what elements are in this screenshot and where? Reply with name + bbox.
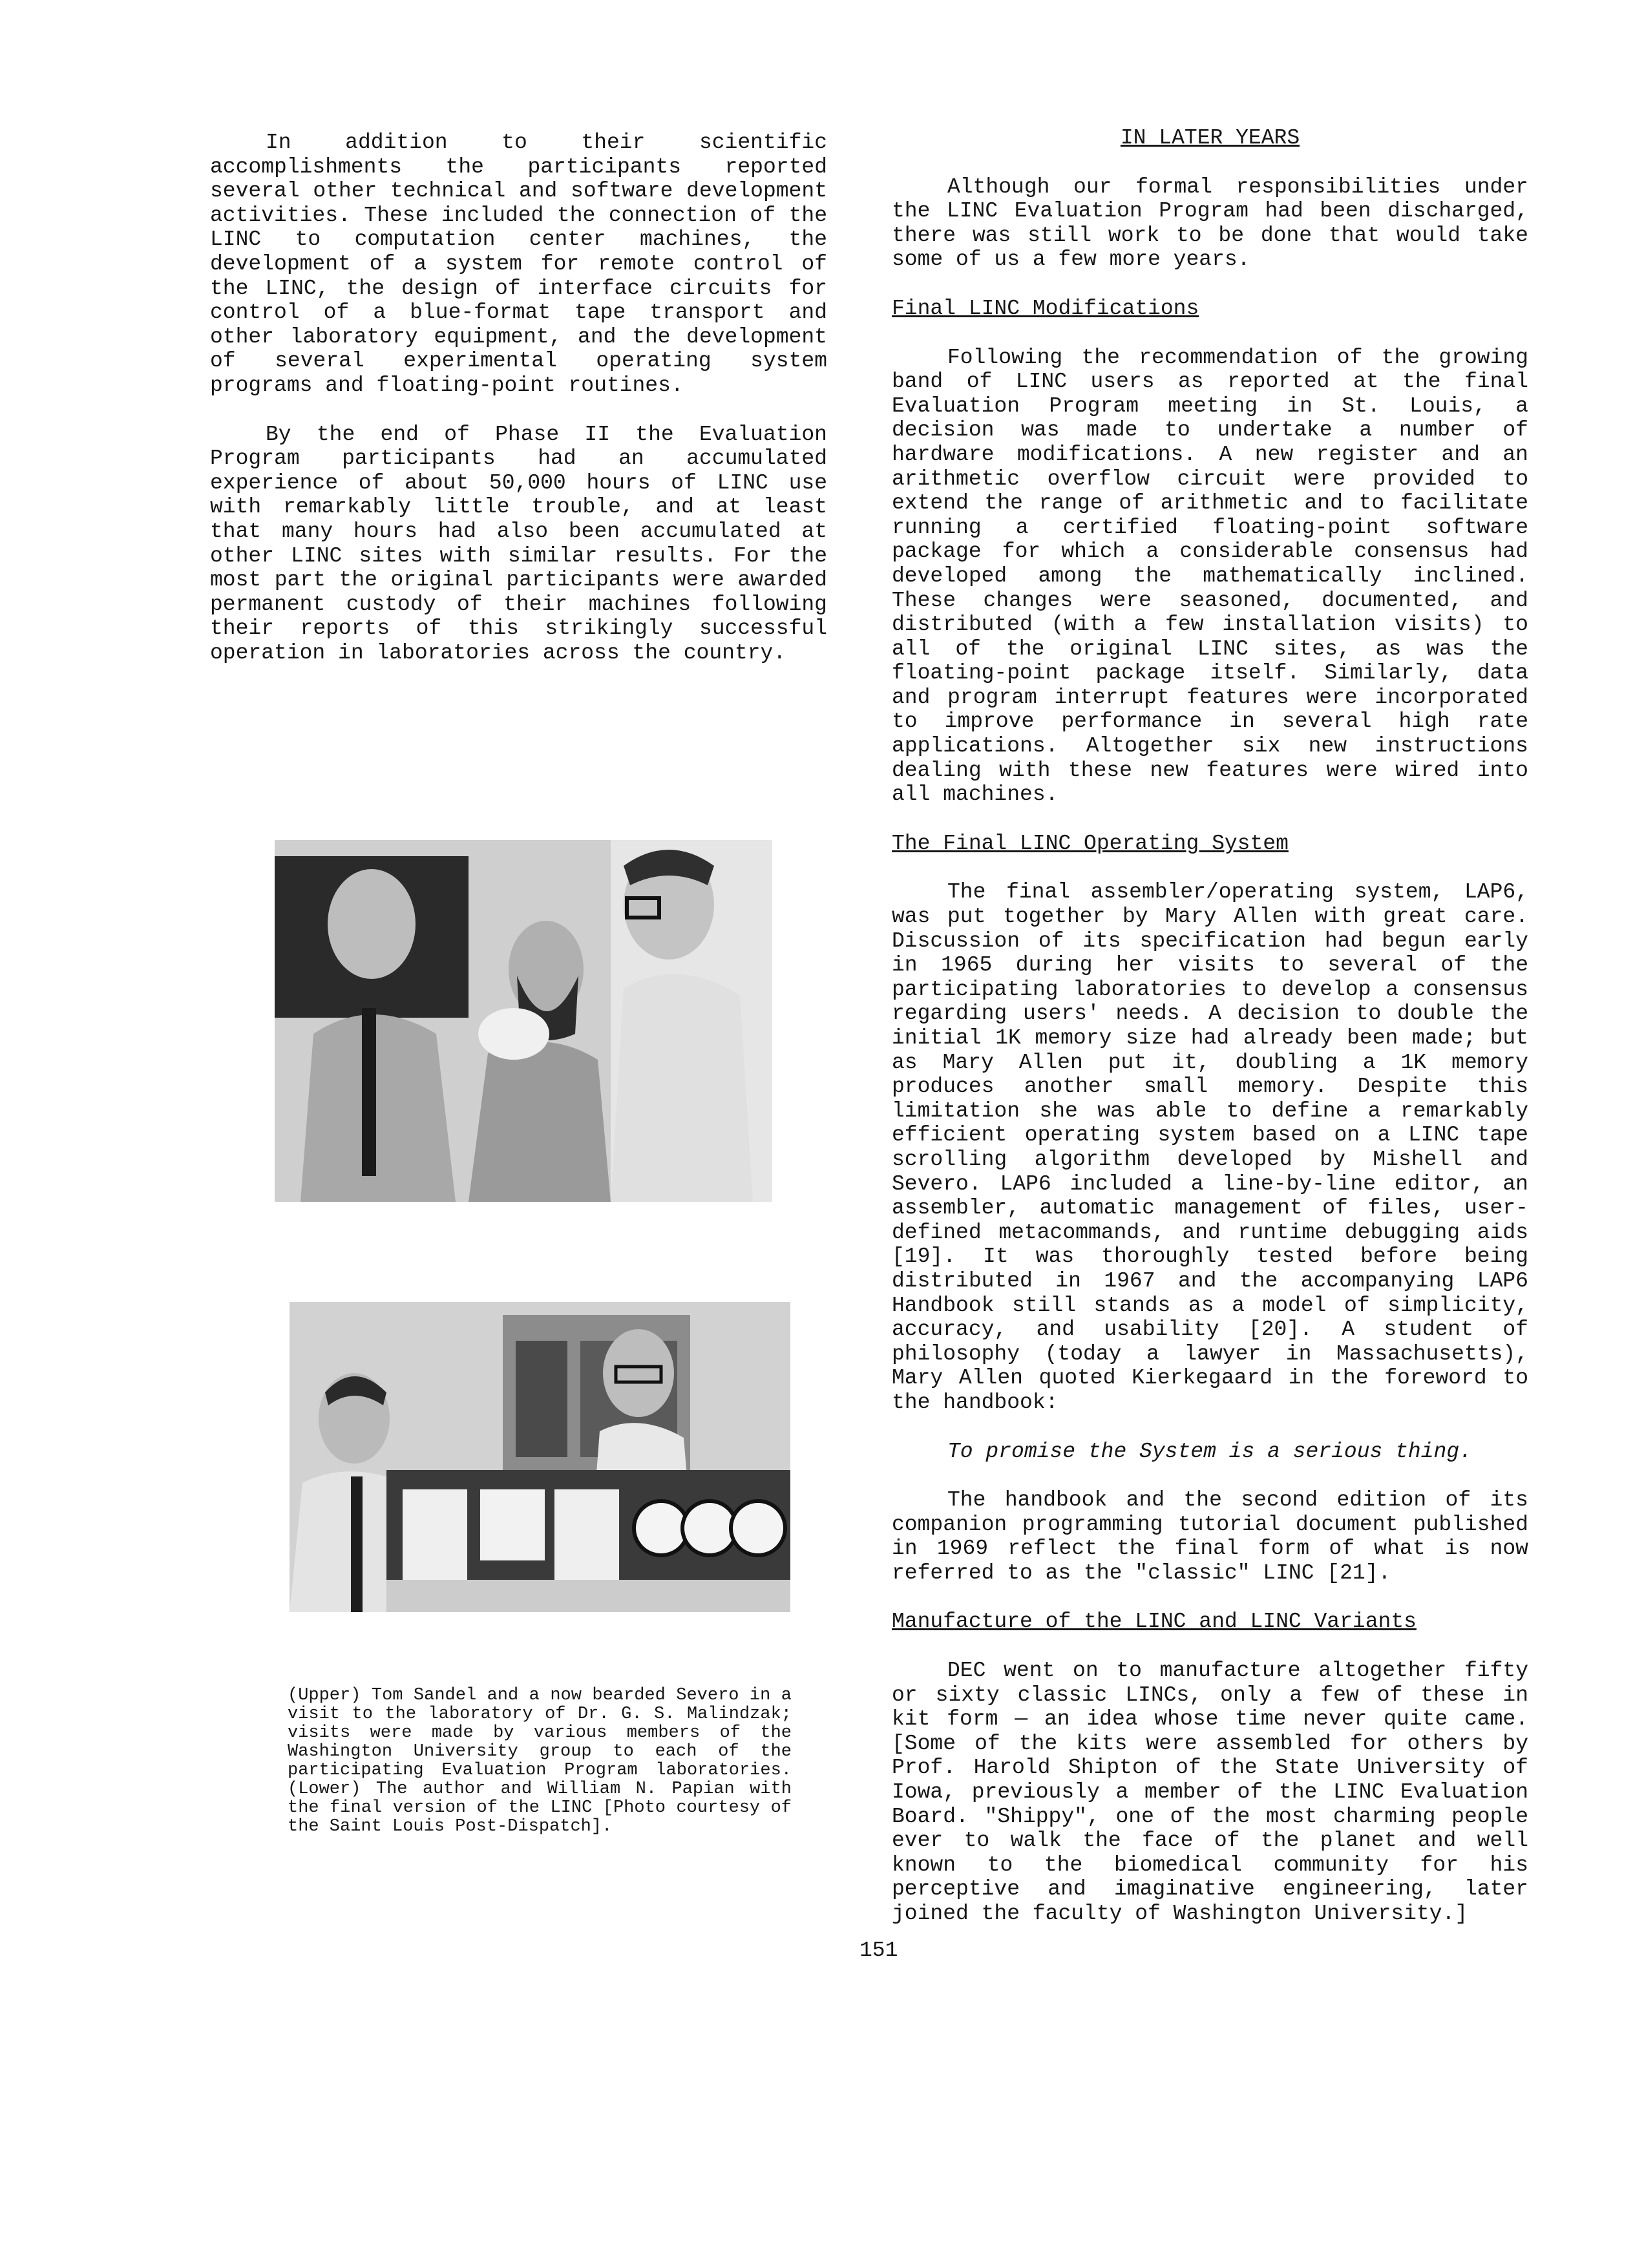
figure-caption: (Upper) Tom Sandel and a now bearded Severo in a visit to the laboratory of Dr. G. S. Malindzak; visits were made by various members of the Washington University group to each of the participating Evaluation Program laboratories. (Lower) The author and William N. Papian with the final version of the LINC [Photo courtesy of the Saint Louis Post-Dispatch]. [288,1686,792,1836]
subheading-final-linc-operating-system: The Final LINC Operating System [892,831,1289,856]
photo-upper-illustration [275,840,772,1202]
paragraph-manufacture: DEC went on to manufacture altogether fifty or sixty classic LINCs, only a few of these in kit form — an idea whose time never quite came. [Some of the kits were assembled for others by Prof. Harold Shipton of the State University of Iowa, previously a member of the LINC Evaluation Board. "Shippy", one of the most charming people ever to walk the face of the planet and well known to the biomedical community for his perceptive and imaginative engineering, later joined the faculty of Washington University.] [892,1659,1528,1926]
section-heading-in-later-years: IN LATER YEARS [1120,126,1300,150]
paragraph-intro: Although our formal responsibilities under the LINC Evaluation Program had been discharged, there was still work to be done that would take some of us a few more years. [892,174,1528,272]
paragraph-accomplishments: In addition to their scientific accomplishments the participants reported several other technical and software development activities. These included the connection of the LINC to computation center machines, the development of a system for remote control of the LINC, the design of interface circuits for control of a blue-format tape transport and other laboratory equipment, and the development of several experimental operating system programs and floating-point routines. [210,131,827,397]
paragraph-operating-system: The final assembler/operating system, LAP6, was put together by Mary Allen with great care. Discussion of its specification had begun early in 1965 during her visits to several of the participating laboratories to develop a consensus regarding users' needs. A decision to double the initial 1K memory size had already been made; but as Mary Allen put it, doubling a 1K memory produces another small memory. Despite this limitation she was able to define a remarkably efficient operating system based on a LINC tape scrolling algorithm developed by Mishell and Severo. LAP6 included a line-by-line editor, an assembler, automatic management of files, user-defined metacommands, and runtime debugging aids [19]. It was thoroughly tested before being distributed in 1967 and the accompanying LAP6 Handbook still stands as a model of simplicity, accuracy, and usability [20]. A student of philosophy (today a lawyer in Massachusetts), Mary Allen quoted Kierkegaard in the foreword to the handbook: [892,880,1528,1414]
paragraph-modifications: Following the recommendation of the growing band of LINC users as reported at the final Evaluation Program meeting in St. Louis, a decision was made to undertake a number of hardware modifications. A new register and an arithmetic overflow circuit were provided to extend the range of arithmetic and to facilitate running a certified floating-point software package for which a considerable consensus had developed among the mathematically inclined. These changes were seasoned, documented, and distributed (with a few installation visits) to all of the original LINC sites, as was the floating-point package itself. Similarly, data and program interrupt features were incorporated to improve performance in several high rate applications. Altogether six new instructions dealing with these new features were wired into all machines. [892,345,1528,807]
photo-lower-illustration [290,1302,790,1612]
subheading-final-linc-modifications: Final LINC Modifications [892,296,1199,320]
photo-upper-lab-visit [275,840,772,1202]
photo-lower-linc-computer [290,1302,790,1612]
right-column [892,126,1528,1926]
subheading-manufacture: Manufacture of the LINC and LINC Variants [892,1610,1417,1634]
kierkegaard-quote: To promise the System is a serious thing. [947,1439,1472,1464]
page-number: 151 [859,1938,898,1962]
paragraph-handbook: The handbook and the second edition of its companion programming tutorial document published in 1969 reflect the final form of what is now referred to as the "classic" LINC [21]. [892,1488,1528,1585]
left-column [210,131,827,665]
paragraph-phase-ii: By the end of Phase II the Evaluation Program participants had an accumulated experience of about 50,000 hours of LINC use with remarkably little trouble, and at least that many hours had also been accumulated at other LINC sites with similar results. For the most part the original participants were awarded permanent custody of their machines following their reports of this strikingly successful operation in laboratories across the country. [210,422,827,665]
